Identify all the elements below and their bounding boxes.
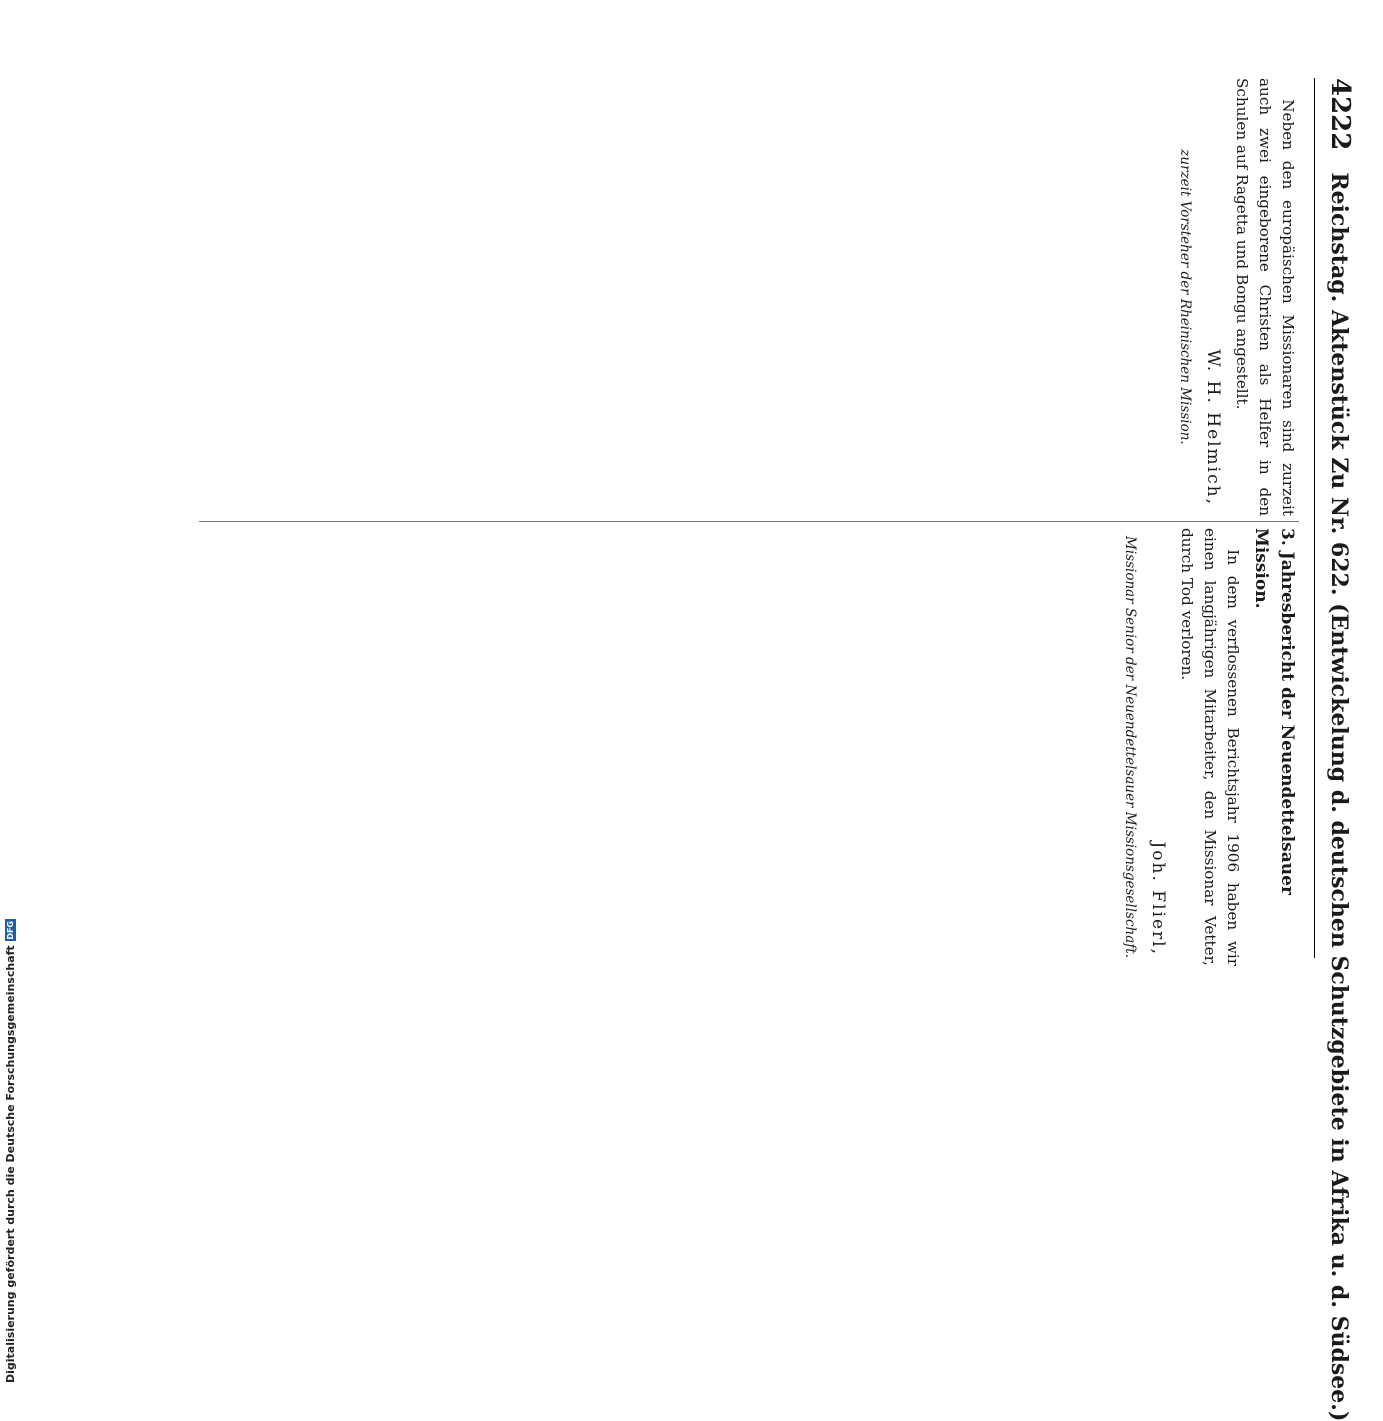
dfg-logo: DFG — [5, 921, 15, 940]
left-column — [189, 78, 1299, 516]
signature-role: zurzeit Vorsteher der Rheinischen Mission. — [1177, 149, 1194, 445]
section-heading: 3. Jahresbericht der Neuendettelsauer Mission. — [1251, 528, 1297, 895]
column-divider — [199, 521, 1299, 522]
signature-name: Joh. Flierl, — [1147, 841, 1168, 956]
signature-name: W. H. Helmich, — [1202, 349, 1223, 506]
right-column — [189, 528, 1299, 966]
paragraph: In dem verflossenen Berichtsjahr 1906 haben wir einen langjährigen Mitarbeiter, den Missionar Vetter, durch Tod verloren. — [1178, 528, 1242, 966]
signature-role: Missionar Senior der Neuendettelsauer Missionsgesellschaft. — [1122, 536, 1139, 958]
digitization-note — [2, 383, 18, 1383]
page-number: 4222 — [1325, 78, 1355, 151]
paragraph: Neben den europäischen Missionaren sind zurzeit auch zwei eingeborene Christen als Helfer in den Schulen auf Ragetta und Bongu angestellt. — [1233, 78, 1297, 516]
running-head — [1314, 78, 1355, 1421]
running-title: Reichstag. Aktenstück Zu Nr. 622. (Entwickelung d. deutschen Schutzgebiete in Afrika u. d. Südsee.) — [1326, 172, 1352, 1421]
digitization-note-text: Digitalisierung gefördert durch die Deutsche Forschungsgemeinschaft — [3, 945, 17, 1383]
